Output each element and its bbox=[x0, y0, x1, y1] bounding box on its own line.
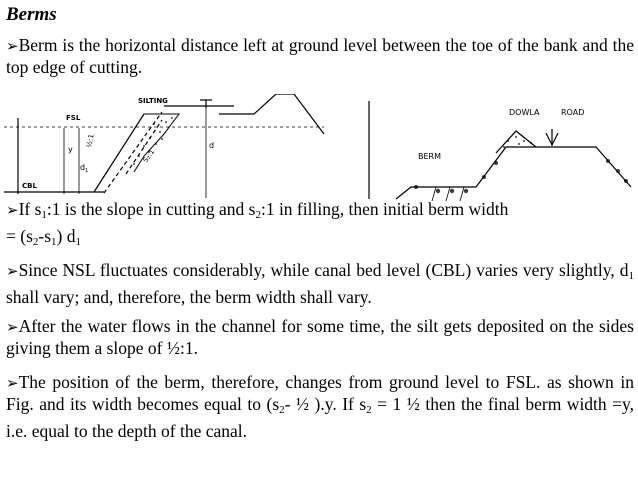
label-s2-slope: S₂:1 bbox=[141, 147, 157, 165]
label-cbl: CBL bbox=[22, 182, 37, 190]
bullet-arrow-icon: ➢ bbox=[6, 201, 19, 219]
bullet-arrow-icon: ➢ bbox=[6, 262, 19, 280]
label-dowla: DOWLA bbox=[509, 108, 540, 117]
bullet-arrow-icon: ➢ bbox=[6, 37, 19, 55]
label-fsl: FSL bbox=[66, 114, 81, 122]
paragraph-silt-deposit: ➢After the water flows in the channel for some time, the silt gets deposited on the sides giving them a slope of ½:1. bbox=[6, 316, 634, 358]
page-title: Berms bbox=[6, 4, 57, 25]
label-y: y bbox=[68, 145, 73, 154]
figure-embankment-berm bbox=[356, 91, 636, 206]
paragraph-berm-definition: ➢Berm is the horizontal distance left at ground level between the toe of the bank and the top edge of cutting. bbox=[6, 35, 634, 77]
label-silting: SILTING bbox=[138, 97, 168, 105]
label-road: ROAD bbox=[561, 108, 585, 117]
figure-canal-section-silting bbox=[4, 94, 326, 206]
paragraph-berm-position: ➢The position of the berm, therefore, changes from ground level to FSL. as shown in Fig. and its width becomes equal to ($s_2-$ ½ ).y. If $s_2 = 1$ ½ then the final berm width =y, i.e. equal to the depth of the canal. bbox=[6, 372, 635, 441]
paragraph-initial-berm-width: ➢If $s_1:1$ is the slope in cutting and $s_2:1$ in filling, then initial berm width = $(s_2-s_1)$ $d_1$ bbox=[6, 199, 509, 248]
label-berm: BERM bbox=[418, 152, 442, 161]
paragraph-nsl-cbl: ➢Since NSL fluctuates considerably, while canal bed level (CBL) varies very slightly, $d_1$ shall vary; and, therefore, the berm width shall vary. bbox=[6, 260, 634, 307]
label-half-slope: ½:1 bbox=[85, 133, 96, 149]
label-d: d bbox=[209, 141, 215, 150]
label-d1: $d_1$ bbox=[80, 163, 89, 174]
bullet-arrow-icon: ➢ bbox=[6, 318, 19, 336]
bullet-arrow-icon: ➢ bbox=[6, 374, 19, 392]
